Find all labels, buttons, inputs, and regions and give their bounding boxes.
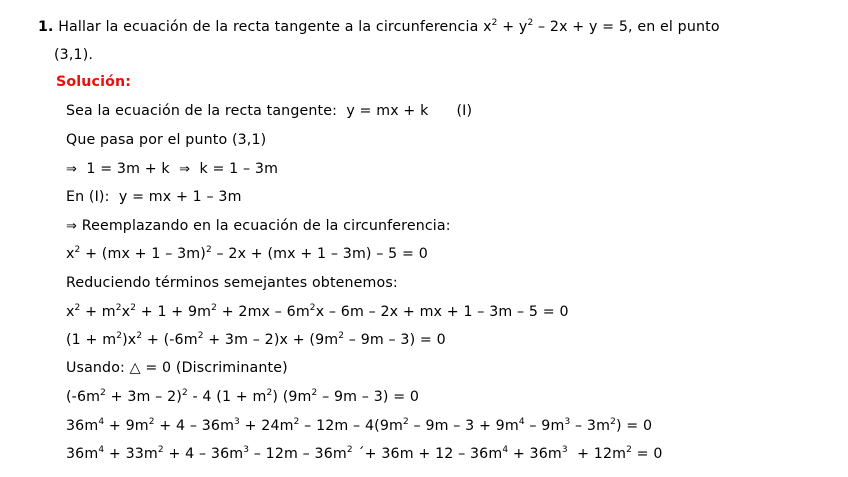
problem-statement-line-1 [38, 17, 720, 37]
step-passes-through-point: Que pasa por el punto (3,1) [66, 132, 267, 148]
exponent: 2 [626, 445, 633, 455]
eq-part: x – 6m – 2x + mx + 1 – 3m – 5 = 0 [315, 304, 569, 320]
exponent: 3 [234, 417, 240, 427]
step-discriminant: Usando: △ = 0 (Discriminante) [66, 360, 288, 376]
exponent: 2 [148, 417, 155, 427]
exponent: 4 [518, 417, 525, 427]
step-substitute-in-I: En (I): y = mx + 1 – 3m [66, 189, 242, 205]
eq-part: = 0 [632, 446, 663, 462]
eq-part: + 4 – 36m [154, 418, 235, 434]
eq-part: + 12m [567, 446, 627, 462]
exponent: 2 [338, 331, 345, 341]
exponent: 2 [610, 417, 616, 427]
step-expanded-discriminant [66, 416, 652, 436]
implies-arrow-icon: ⇒ [66, 219, 78, 234]
problem-statement-line-2: (3,1). [54, 47, 94, 63]
eq-part: + (mx + 1 – 3m) [80, 246, 206, 262]
problem-text-c: – 2x + y = 5, en el punto [533, 19, 720, 35]
eq-part: + 3m – 2) [106, 389, 182, 405]
eq-part: + 4 – 36m [163, 446, 244, 462]
eq-part: – 3m [570, 418, 611, 434]
exponent: 2 [491, 18, 498, 28]
exponent: 3 [243, 445, 250, 455]
eq-part: + 1 + 9m [136, 304, 212, 320]
eq-part: (1 + m [66, 332, 117, 348]
eq-part: )x [122, 332, 137, 348]
exponent: 2 [74, 303, 81, 313]
eq-part: + (-6m [142, 332, 198, 348]
eq-part: - 4 (1 + m [187, 389, 267, 405]
eq-part: ) (9m [272, 389, 312, 405]
step-text: Reemplazando en la ecuación de la circunferencia: [77, 218, 451, 234]
eq-part: + 9m [104, 418, 149, 434]
exponent: 2 [309, 303, 316, 313]
eq-part: x [121, 304, 131, 320]
eq-part: + m [80, 304, 116, 320]
eq-part: (-6m [66, 389, 101, 405]
step-distributed-equation [66, 444, 663, 464]
eq-part: – 12m – 36m [249, 446, 347, 462]
step-solve-k [66, 159, 278, 180]
exponent: 2 [157, 445, 164, 455]
exponent: 4 [502, 445, 509, 455]
exponent: 2 [116, 331, 123, 341]
eq-part: 36m [66, 446, 99, 462]
solution-label: Solución: [56, 74, 132, 90]
exponent: 2 [130, 303, 137, 313]
exponent: 3 [561, 445, 568, 455]
exponent: 2 [266, 388, 273, 398]
exponent: 2 [211, 303, 218, 313]
step-replace-in-circle [66, 216, 451, 237]
problem-text-b: + y [497, 19, 528, 35]
step-substituted-equation [66, 244, 428, 264]
step-text: k = 1 – 3m [190, 161, 279, 177]
exponent: 2 [311, 388, 318, 398]
eq-part: + 33m [104, 446, 158, 462]
problem-number: 1. [38, 19, 54, 35]
exponent: 2 [181, 388, 188, 398]
implies-arrow-icon: ⇒ [66, 162, 78, 177]
step-quadratic-in-x [66, 330, 446, 350]
eq-part: ) = 0 [615, 418, 653, 434]
exponent: 2 [197, 331, 204, 341]
implies-arrow-icon: ⇒ [179, 162, 191, 177]
step-expanded-equation [66, 302, 569, 322]
exponent: 2 [74, 245, 81, 255]
eq-part: ´+ 36m + 12 – 36m [352, 446, 503, 462]
exponent: 2 [205, 245, 212, 255]
eq-part: x [66, 246, 75, 262]
exponent: 3 [564, 417, 571, 427]
eq-part: – 9m – 3) = 0 [317, 389, 420, 405]
eq-part: + 24m [239, 418, 294, 434]
eq-part: – 12m – 4(9m [299, 418, 403, 434]
exponent: 2 [346, 445, 353, 455]
exponent: 2 [527, 18, 534, 28]
step-text: 1 = 3m + k [77, 161, 180, 177]
exponent: 4 [98, 417, 105, 427]
eq-part: – 2x + (mx + 1 – 3m) – 5 = 0 [211, 246, 428, 262]
problem-text-a: Hallar la ecuación de la recta tangente a la circunferencia x [58, 19, 492, 35]
eq-part: – 9m – 3 + 9m [408, 418, 519, 434]
exponent: 2 [115, 303, 122, 313]
exponent: 4 [98, 445, 105, 455]
exponent: 2 [100, 388, 106, 398]
eq-part: + 3m – 2)x + (9m [203, 332, 339, 348]
exponent: 2 [136, 331, 143, 341]
step-reduce-terms: Reduciendo términos semejantes obtenemos: [66, 275, 398, 291]
step-tangent-line-equation: Sea la ecuación de la recta tangente: y = mx + k (I) [66, 103, 473, 119]
eq-part: – 9m – 3) = 0 [344, 332, 446, 348]
eq-part: + 2mx – 6m [217, 304, 310, 320]
eq-part: + 36m [508, 446, 562, 462]
eq-part: 36m [66, 418, 99, 434]
exponent: 2 [293, 417, 300, 427]
eq-part: – 9m [524, 418, 565, 434]
step-discriminant-equation [66, 387, 419, 407]
eq-part: x [66, 304, 75, 320]
exponent: 2 [402, 417, 409, 427]
